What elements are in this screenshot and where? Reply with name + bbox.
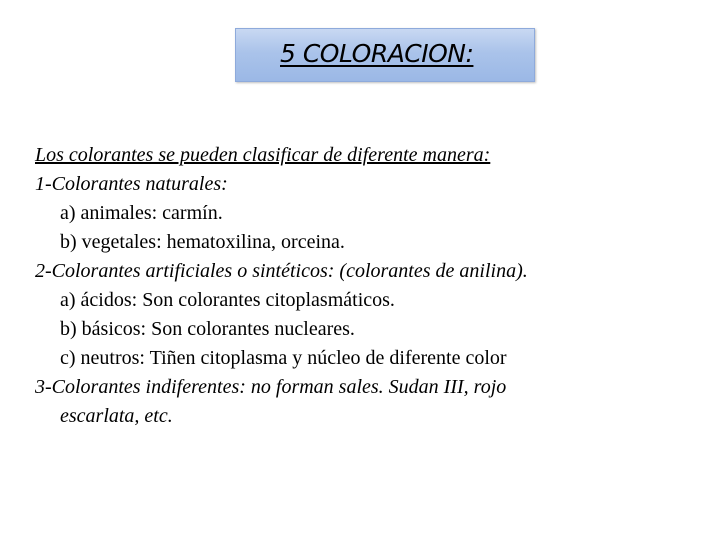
slide-body [35, 141, 715, 431]
artificial-heading: 2-Colorantes artificiales o sintéticos: (colorantes de anilina). [35, 260, 528, 282]
slide-title: 5 COLORACION: [280, 39, 474, 68]
natural-item-vegetal: b) vegetales: hematoxilina, orceina. [60, 231, 345, 253]
indifferent-continuation: escarlata, etc. [60, 405, 173, 427]
intro-line: Los colorantes se pueden clasificar de diferente manera: [35, 144, 491, 166]
natural-heading: 1-Colorantes naturales: [35, 173, 228, 195]
artificial-item-neutral: c) neutros: Tiñen citoplasma y núcleo de diferente color [60, 347, 507, 369]
natural-item-animal: a) animales: carmín. [60, 202, 223, 224]
indifferent-heading: 3-Colorantes indiferentes: no forman sales. Sudan III, rojo [35, 376, 507, 398]
title-box [235, 28, 535, 82]
artificial-item-basic: b) básicos: Son colorantes nucleares. [60, 318, 355, 340]
artificial-item-acid: a) ácidos: Son colorantes citoplasmáticos. [60, 289, 395, 311]
